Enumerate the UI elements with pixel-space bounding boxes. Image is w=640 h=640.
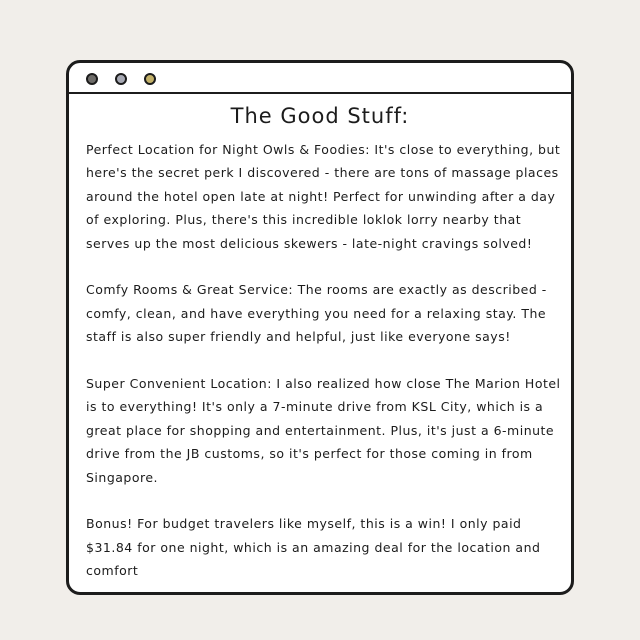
paragraph-convenient-location: Super Convenient Location: I also realized how close The Marion Hotel is to everything! It's only a 7-minute drive from KSL City, which is a great place for shopping and entertainment. Plus, it's just a 6-minute drive from the JB customs, so it's perfect for those coming in from Singapore. <box>86 376 561 485</box>
page-title: The Good Stuff: <box>230 104 410 128</box>
content-body <box>86 138 564 583</box>
window-card <box>66 60 574 595</box>
paragraph-bonus: Bonus! For budget travelers like myself, this is a win! I only paid $31.84 for one night, which is an amazing deal for the location and comfort <box>86 516 541 579</box>
window-dot-gold <box>144 73 156 85</box>
window-titlebar <box>69 63 571 94</box>
window-dot-lavender <box>115 73 127 85</box>
paragraph-location: Perfect Location for Night Owls & Foodies: It's close to everything, but here's the secret perk I discovered - there are tons of massage places around the hotel open late at night! Perfect for unwinding after a day of exploring. Plus, there's this incredible loklok lorry nearby that serves up the most delicious skewers - late-night cravings solved! <box>86 142 561 251</box>
window-dot-gray <box>86 73 98 85</box>
paragraph-rooms-service: Comfy Rooms & Great Service: The rooms are exactly as described - comfy, clean, and have everything you need for a relaxing stay. The staff is also super friendly and helpful, just like everyone says! <box>86 282 547 345</box>
